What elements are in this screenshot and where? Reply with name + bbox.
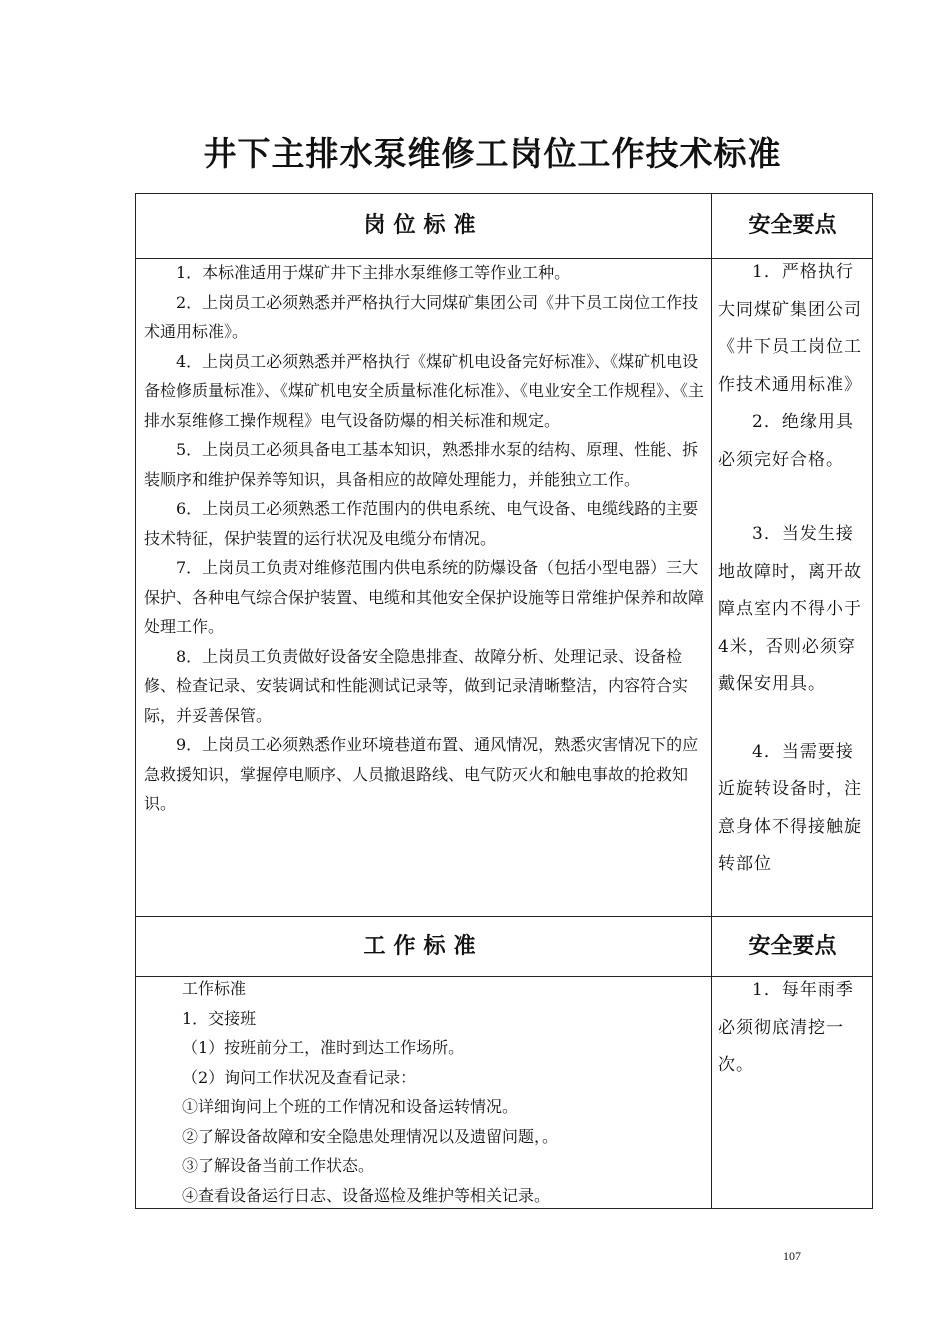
standard-paragraph: 5．上岗员工必须具备电工基本知识，熟悉排水泵的结构、原理、性能、拆装顺序和维护保养等知识，具备相应的故障处理能力，并能独立工作。 bbox=[144, 440, 699, 489]
safety-point: 3．当发生接地故障时，离开故障点室内不得小于4米，否则必须穿戴保安用具。 bbox=[718, 524, 862, 694]
work-standard-content bbox=[182, 974, 702, 1210]
page-number: 107 bbox=[783, 1249, 801, 1263]
work-line: ①详细询问上个班的工作情况和设备运转情况。 bbox=[182, 1097, 519, 1116]
post-standard-content bbox=[144, 258, 704, 819]
safety-points-header-2: 安全要点 bbox=[748, 934, 837, 959]
safety-point: 1．严格执行大同煤矿集团公司《井下员工岗位工作技术通用标准》 bbox=[718, 262, 862, 395]
standard-paragraph: 1．本标准适用于煤矿井下主排水泵维修工等作业工种。 bbox=[176, 263, 571, 282]
safety-points-content-2 bbox=[718, 972, 868, 1085]
work-line: ④查看设备运行日志、设备巡检及维护等相关记录。 bbox=[182, 1185, 551, 1205]
work-line: ③了解设备当前工作状态。 bbox=[182, 1156, 375, 1175]
standards-table bbox=[135, 193, 873, 1209]
standard-paragraph: 4．上岗员工必须熟悉并严格执行《煤矿机电设备完好标准》、《煤矿机电设备检修质量标准》、《煤矿机电安全质量标准化标准》、《电业安全工作规程》、《主排水泵维修工操作规程》电气设备防爆的相关标准和规定。 bbox=[144, 351, 705, 430]
standard-paragraph: 2．上岗员工必须熟悉并严格执行大同煤矿集团公司《井下员工岗位工作技术通用标准》。 bbox=[144, 292, 699, 341]
work-line: （2）询问工作状况及查看记录： bbox=[182, 1067, 417, 1087]
standard-paragraph: 8．上岗员工负责做好设备安全隐患排查、故障分析、处理记录、设备检修、检查记录、安装调试和性能测试记录等，做到记录清晰整洁，内容符合实际，并妥善保管。 bbox=[144, 646, 689, 725]
post-standard-header: 岗位标准 bbox=[363, 213, 484, 238]
work-standard-header: 工作标准 bbox=[363, 934, 484, 959]
safety-point: 1．每年雨季必须彻底清挖一次。 bbox=[718, 980, 854, 1075]
safety-points-header: 安全要点 bbox=[748, 213, 837, 238]
standard-paragraph: 7．上岗员工负责对维修范围内供电系统的防爆设备（包括小型电器）三大保护、各种电气综合保护装置、电缆和其他安全保护设施等日常维护保养和故障处理工作。 bbox=[144, 558, 705, 636]
safety-point: 2．绝缘用具必须完好合格。 bbox=[718, 412, 854, 470]
work-line: 1．交接班 bbox=[182, 1008, 257, 1028]
safety-points-content bbox=[718, 254, 868, 884]
standard-paragraph: 6．上岗员工必须熟悉工作范围内的供电系统、电气设备、电缆线路的主要技术特征，保护装置的运行状况及电缆分布情况。 bbox=[144, 499, 699, 548]
standard-paragraph: 9．上岗员工必须熟悉作业环境巷道布置、通风情况，熟悉灾害情况下的应急救援知识，掌握停电顺序、人员撤退路线、电气防灭火和触电事故的抢救知识。 bbox=[144, 735, 699, 813]
column-divider bbox=[711, 194, 712, 1208]
safety-point: 4．当需要接近旋转设备时，注意身体不得接触旋转部位 bbox=[718, 741, 862, 874]
work-line: （1）按班前分工，准时到达工作场所。 bbox=[182, 1038, 465, 1057]
work-line: 工作标准 bbox=[182, 979, 247, 998]
work-line: ②了解设备故障和安全隐患处理情况以及遗留问题，。 bbox=[182, 1126, 559, 1146]
document-title: 井下主排水泵维修工岗位工作技术标准 bbox=[203, 134, 782, 173]
row-divider bbox=[136, 916, 872, 917]
